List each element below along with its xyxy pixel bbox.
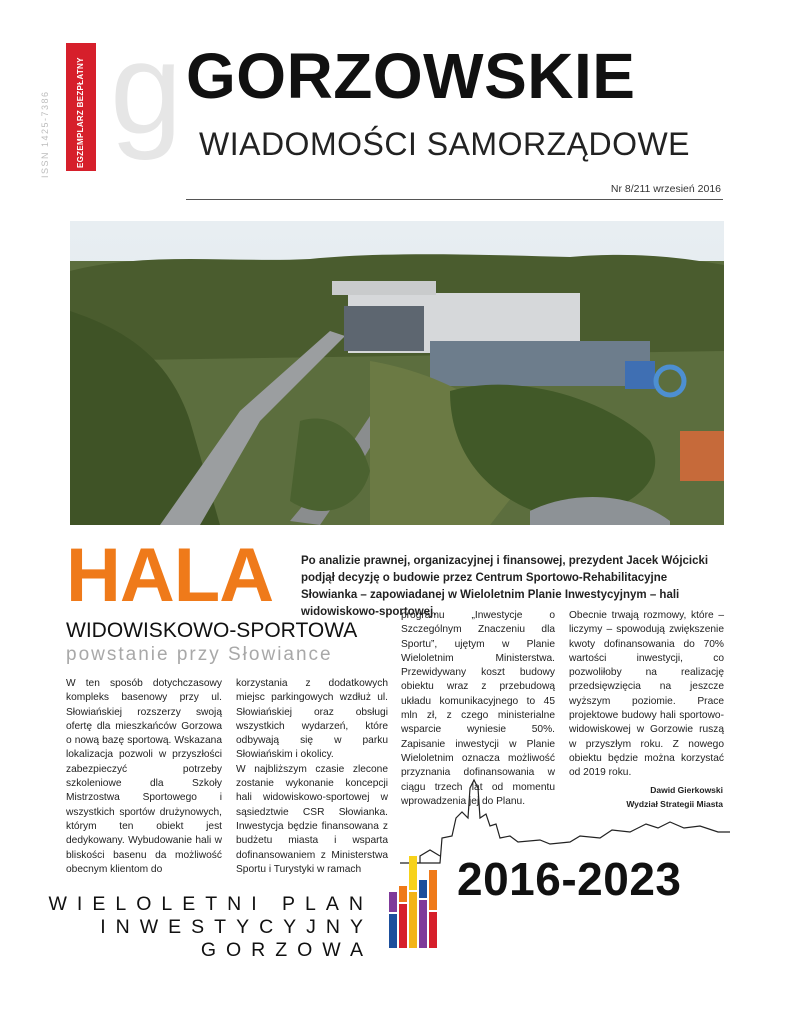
article-column-4: Obecnie trwają rozmowy, które – liczymy – spowodują zwiększenie kwoty dofinansowania do 70% wartości inwestycji, co pozwoliłoby na realizację przedsięwzięcia na jeszcze wyższym poziomie. Prace projektowe budowy hali sportowo-widowiskowej w Gorzowie ruszą w przyszłym roku. Z nowego obiektu będzie można korzystać od 2019 roku. (569, 610, 724, 779)
plan-years: 2016-2023 (457, 853, 682, 905)
article-column-1: W ten sposób dotychczasowy kompleks basenowy przy ul. Słowiańskiej rozszerzy swoją ofertę dla mieszkańców Gorzowa o nową bazę sportową. Wskazana lokalizacja pozwoli w przyszłości zabezpieczyć potrzeby szkoleniowe dla Szkoły Mistrzostwa Sportowego i wszystkich sportów drużynowych, którym ten obiekt jest dedykowany. Wybudowanie hali w bliskości basenu da możliwość obecnym klientom do (66, 678, 222, 875)
headline-hala: HALA (66, 533, 274, 618)
plan-title-line-1: WIELOLETNI PLAN (48, 893, 373, 915)
plan-logo-bars-icon (389, 856, 443, 948)
author-name: Dawid Gierkowski (650, 785, 723, 795)
aerial-photo (70, 221, 724, 525)
article-column-3: programu „Inwestycje o Szczególnym Znaczeniu dla Sportu”, ujętym w Planie Wieloletnim Ministerstwa. Przewidywany koszt budowy obiektu wraz z przebudową układu komunikacyjnego to 45 mln zł, z czego ministerialne wsparcie wyniesie 50%. Zapisanie inwestycji w Planie Wieloletnim oznacza możliwość przyznania dofinansowania w ciągu trzech lat od momentu wprowadzenia jej do Planu. (401, 610, 555, 807)
free-copy-badge: EGZEMPLARZ BEZPŁATNY (66, 43, 96, 171)
author-department: Wydział Strategii Miasta (626, 799, 723, 809)
headline-subtitle: WIDOWISKOWO-SPORTOWA (66, 619, 358, 642)
svg-text:g: g (110, 38, 183, 161)
plan-title-line-3: GORZOWA (200, 939, 373, 961)
lead-paragraph: Po analizie prawnej, organizacyjnej i finansowej, prezydent Jacek Wójcicki podjął decyzję o budowie przez Centrum Sportowo-Rehabilitacyjne Słowianka – zapowiadanej w Wieloletnim Planie Inwestycyjnym – hali widowiskowo-sportowej. (301, 555, 709, 618)
article-column-2 (236, 677, 388, 877)
plan-title-line-2: INWESTYCYJNY (100, 916, 373, 938)
article-column-2-part-2: W najbliższym czasie zlecone zostanie wykonanie koncepcji hali widowiskowo-sportowej w sąsiedztwie CSR Słowianka. Inwestycja będzie finansowana z budżetu miasta i wsparta dofinansowaniem z Ministerstwa Sportu i Turystyki w ramach (236, 763, 388, 875)
masthead-divider (186, 199, 723, 200)
masthead-title: GORZOWSKIE (186, 40, 636, 112)
issn: ISSN 1425-7386 (40, 90, 50, 178)
headline-tagline: powstanie przy Słowiance (66, 644, 333, 665)
article-column-2-part-1: korzystania z dodatkowych miejsc parkingowych wzdłuż ul. Słowiańskiej oraz obsługi wszystkich wydarzeń, które odbywają się w parku Słowiańskim i okolicy. (236, 678, 388, 761)
masthead-g-logo-icon (110, 38, 190, 168)
issue-number: Nr 8/211 wrzesień 2016 (610, 183, 721, 195)
masthead-subtitle: WIADOMOŚCI SAMORZĄDOWE (199, 126, 690, 162)
